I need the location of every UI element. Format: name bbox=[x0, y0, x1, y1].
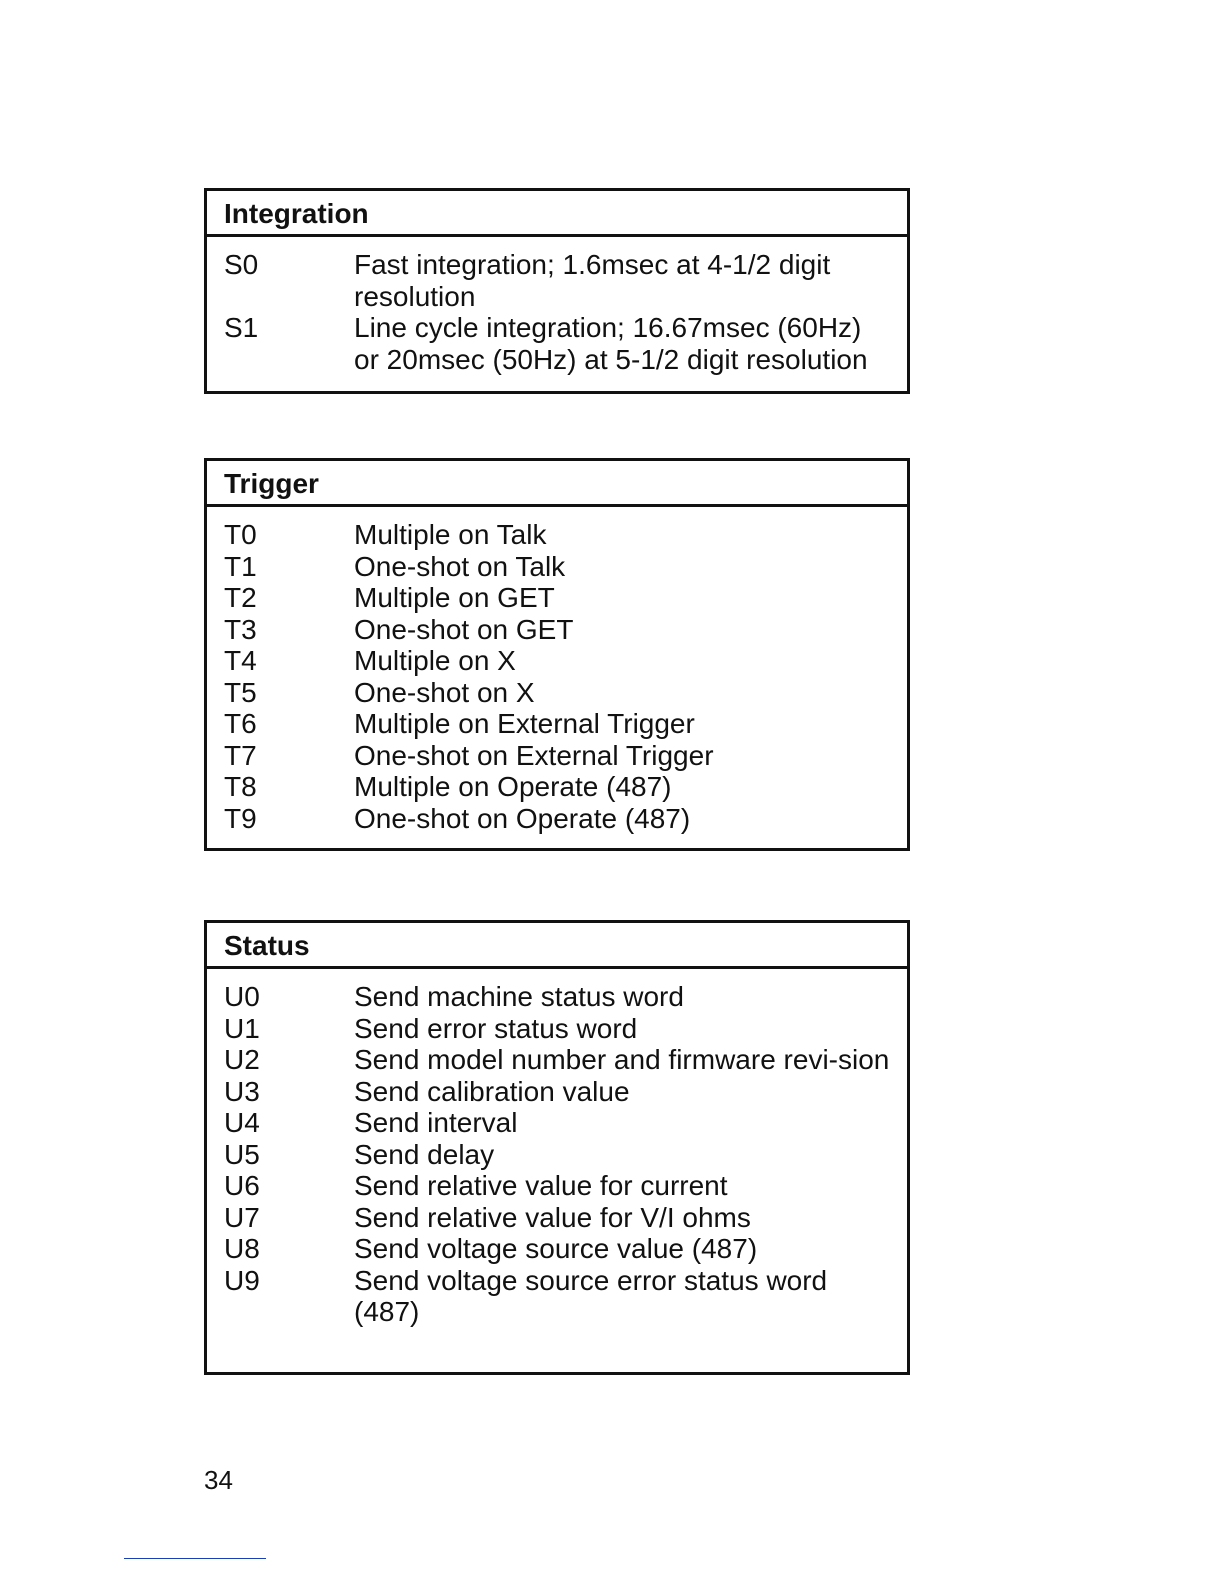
status-title: Status bbox=[207, 923, 907, 969]
command-code: U9 bbox=[224, 1264, 260, 1296]
table-row bbox=[224, 519, 907, 551]
integration-title: Integration bbox=[207, 191, 907, 237]
command-description: Fast integration; 1.6msec at 4-1/2 digit resolution bbox=[354, 249, 831, 312]
command-code: T9 bbox=[224, 802, 257, 834]
command-description: One-shot on External Trigger bbox=[354, 739, 714, 771]
command-code: S0 bbox=[224, 249, 259, 280]
command-description: Multiple on Operate (487) bbox=[354, 771, 672, 802]
command-description: One-shot on X bbox=[354, 676, 535, 708]
command-code: U1 bbox=[224, 1012, 260, 1044]
command-description: Multiple on External Trigger bbox=[354, 708, 695, 739]
command-code: U0 bbox=[224, 981, 260, 1012]
command-code: T5 bbox=[224, 676, 257, 708]
table-row bbox=[224, 1076, 907, 1108]
command-description: Send relative value for V/I ohms bbox=[354, 1201, 751, 1233]
command-code: U5 bbox=[224, 1138, 260, 1170]
command-code: U6 bbox=[224, 1170, 260, 1201]
command-description: One-shot on GET bbox=[354, 613, 574, 645]
command-description: Multiple on X bbox=[354, 645, 516, 676]
table-row bbox=[224, 1013, 907, 1045]
table-row bbox=[224, 249, 907, 312]
trigger-title: Trigger bbox=[207, 461, 907, 507]
command-description: Send relative value for current bbox=[354, 1170, 728, 1201]
status-body bbox=[207, 969, 907, 1328]
command-code: T3 bbox=[224, 613, 257, 645]
command-code: T0 bbox=[224, 519, 257, 550]
command-code: S1 bbox=[224, 312, 259, 343]
integration-table bbox=[204, 188, 910, 394]
footer-divider bbox=[124, 1558, 266, 1559]
command-description: Send machine status word bbox=[354, 981, 684, 1012]
trigger-table bbox=[204, 458, 910, 851]
command-code: T1 bbox=[224, 550, 257, 582]
command-description: One-shot on Talk bbox=[354, 550, 566, 582]
command-code: U7 bbox=[224, 1201, 260, 1233]
table-row bbox=[224, 771, 907, 803]
command-description: Send error status word bbox=[354, 1012, 638, 1044]
command-description: Multiple on GET bbox=[354, 582, 555, 613]
table-row bbox=[224, 645, 907, 677]
table-row bbox=[224, 1139, 907, 1171]
table-row bbox=[224, 1044, 907, 1076]
command-description: Send voltage source error status word (487) bbox=[354, 1264, 828, 1327]
command-description: Send model number and firmware revi-sion bbox=[354, 1044, 890, 1075]
table-row bbox=[224, 740, 907, 772]
command-description: Send interval bbox=[354, 1107, 518, 1138]
command-description: Send delay bbox=[354, 1138, 495, 1170]
command-code: T8 bbox=[224, 771, 257, 802]
table-row bbox=[224, 614, 907, 646]
command-code: U2 bbox=[224, 1044, 260, 1075]
table-row bbox=[224, 1202, 907, 1234]
table-row bbox=[224, 551, 907, 583]
trigger-body bbox=[207, 507, 907, 834]
table-row bbox=[224, 677, 907, 709]
table-row bbox=[224, 981, 907, 1013]
integration-body bbox=[207, 237, 907, 375]
table-row bbox=[224, 582, 907, 614]
command-code: T6 bbox=[224, 708, 257, 739]
table-row bbox=[224, 708, 907, 740]
command-description: Send voltage source value (487) bbox=[354, 1233, 758, 1264]
command-description: One-shot on Operate (487) bbox=[354, 802, 691, 834]
table-row bbox=[224, 1265, 907, 1328]
table-row bbox=[224, 1233, 907, 1265]
table-row bbox=[224, 312, 907, 375]
status-table bbox=[204, 920, 910, 1375]
table-row bbox=[224, 1107, 907, 1139]
command-code: T4 bbox=[224, 645, 257, 676]
table-row bbox=[224, 1170, 907, 1202]
command-code: T7 bbox=[224, 739, 257, 771]
command-description: Multiple on Talk bbox=[354, 519, 547, 550]
command-description: Line cycle integration; 16.67msec (60Hz) or 20msec (50Hz) at 5-1/2 digit resolution bbox=[354, 312, 868, 375]
command-code: U8 bbox=[224, 1233, 260, 1264]
command-code: T2 bbox=[224, 582, 257, 613]
command-code: U4 bbox=[224, 1107, 260, 1138]
table-row bbox=[224, 803, 907, 835]
command-code: U3 bbox=[224, 1075, 260, 1107]
command-description: Send calibration value bbox=[354, 1075, 630, 1107]
page-number: 34 bbox=[204, 1465, 233, 1495]
